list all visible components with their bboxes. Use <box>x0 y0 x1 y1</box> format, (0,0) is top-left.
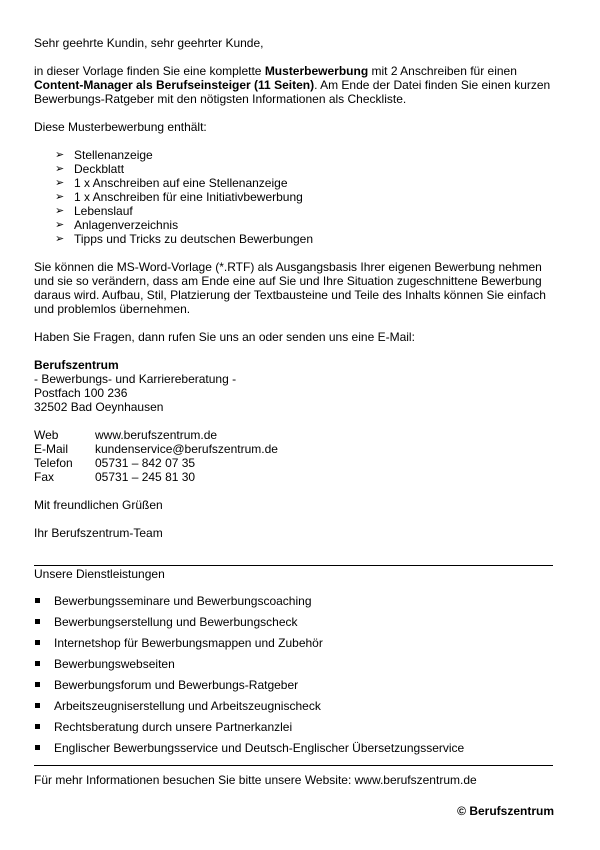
address-line: 32502 Bad Oeynhausen <box>34 400 164 414</box>
arrow-bullet-icon: ➢ <box>55 163 65 175</box>
divider-top <box>34 565 553 566</box>
arrow-bullet-icon: ➢ <box>55 219 65 231</box>
list-item: Bewerbungswebseiten <box>34 657 554 678</box>
list-item: ➢ Tipps und Tricks zu deutschen Bewerbungen <box>55 232 314 246</box>
usage-line: daraus wird. Aufbau, Stil, Platzierung der Textbausteine und Teile des Inhalts können Sie einfach <box>34 288 546 302</box>
arrow-bullet-icon: ➢ <box>55 191 65 203</box>
letter-body <box>34 36 554 540</box>
intro-text-2: mit 2 Anschreiben für einen <box>368 64 517 78</box>
usage-line: und problemlos übernehmen. <box>34 302 191 316</box>
contact-row-web: Web www.berufszentrum.de <box>34 428 218 442</box>
list-item: ➢ Stellenanzeige <box>55 148 153 162</box>
contact-row-fax: Fax 05731 – 245 81 30 <box>34 470 196 484</box>
arrow-bullet-icon: ➢ <box>55 233 65 245</box>
usage-line: und sie so verändern, dass am Ende eine auf Sie und Ihre Situation zugeschnittene Bewerbung <box>34 274 542 288</box>
contact-row-email: E-Mail kundenservice@berufszentrum.de <box>34 442 278 456</box>
list-item: ➢ Deckblatt <box>55 162 125 176</box>
square-bullet-icon <box>35 640 40 645</box>
more-info-text: Für mehr Informationen besuchen Sie bitte unsere Website: www.berufszentrum.de <box>34 773 477 787</box>
company-name: Berufszentrum <box>34 358 119 372</box>
phone-value: 05731 – 842 07 35 <box>95 456 196 470</box>
list-item: Bewerbungsseminare und Bewerbungscoaching <box>34 594 554 615</box>
usage-line: Sie können die MS-Word-Vorlage (*.RTF) als Ausgangsbasis Ihrer eigenen Bewerbung nehmen <box>34 260 542 274</box>
list-item: ➢ Anlagenverzeichnis <box>55 218 179 232</box>
contents-list <box>34 148 554 246</box>
intro-paragraph <box>34 64 554 106</box>
square-bullet-icon <box>35 619 40 624</box>
intro-text-4: Bewerbungs-Ratgeber mit den nötigsten Informationen als Checkliste. <box>34 92 407 106</box>
list-item: ➢ Lebenslauf <box>55 204 133 218</box>
list-item: Bewerbungsforum und Bewerbungs-Ratgeber <box>34 678 554 699</box>
contents-heading: Diese Musterbewerbung enthält: <box>34 120 207 134</box>
square-bullet-icon <box>35 598 40 603</box>
services-list <box>34 594 554 762</box>
contact-block <box>34 428 554 484</box>
usage-paragraph <box>34 260 554 316</box>
closing: Mit freundlichen Grüßen <box>34 498 163 512</box>
list-item: Arbeitszeugniserstellung und Arbeitszeugnischeck <box>34 699 554 720</box>
greeting: Sehr geehrte Kundin, sehr geehrter Kunde, <box>34 36 264 50</box>
address-line: Postfach 100 236 <box>34 386 128 400</box>
list-item: Englischer Bewerbungsservice und Deutsch-Englischer Übersetzungsservice <box>34 741 554 762</box>
intro-bold-2: Content-Manager als Berufseinsteiger (11 Seiten) <box>34 78 315 92</box>
list-item: ➢ 1 x Anschreiben auf eine Stellenanzeige <box>55 176 288 190</box>
fax-value: 05731 – 245 81 30 <box>95 470 196 484</box>
square-bullet-icon <box>35 661 40 666</box>
arrow-bullet-icon: ➢ <box>55 177 65 189</box>
square-bullet-icon <box>35 703 40 708</box>
address-line: - Bewerbungs- und Karriereberatung - <box>34 372 237 386</box>
square-bullet-icon <box>35 682 40 687</box>
intro-text-3: . Am Ende der Datei finden Sie einen kurzen <box>314 78 551 92</box>
arrow-bullet-icon: ➢ <box>55 205 65 217</box>
square-bullet-icon <box>35 724 40 729</box>
services-title: Unsere Dienstleistungen <box>34 567 165 581</box>
arrow-bullet-icon: ➢ <box>55 149 65 161</box>
square-bullet-icon <box>35 745 40 750</box>
intro-bold-1: Musterbewerbung <box>264 64 369 78</box>
contact-row-phone: Telefon 05731 – 842 07 35 <box>34 456 196 470</box>
web-link[interactable]: www.berufszentrum.de <box>95 428 218 442</box>
list-item: ➢ 1 x Anschreiben für eine Initiativbewerbung <box>55 190 303 204</box>
signature: Ihr Berufszentrum-Team <box>34 526 163 540</box>
divider-bottom <box>34 765 553 766</box>
list-item: Internetshop für Bewerbungsmappen und Zubehör <box>34 636 554 657</box>
questions-text: Haben Sie Fragen, dann rufen Sie uns an oder senden uns eine E-Mail: <box>34 330 415 344</box>
intro-text-1: in dieser Vorlage finden Sie eine komplette <box>34 64 265 78</box>
email-link[interactable]: kundenservice@berufszentrum.de <box>95 442 278 456</box>
list-item: Rechtsberatung durch unsere Partnerkanzlei <box>34 720 554 741</box>
address-block <box>34 358 554 414</box>
copyright: © Berufszentrum <box>457 804 554 818</box>
list-item: Bewerbungserstellung und Bewerbungscheck <box>34 615 554 636</box>
